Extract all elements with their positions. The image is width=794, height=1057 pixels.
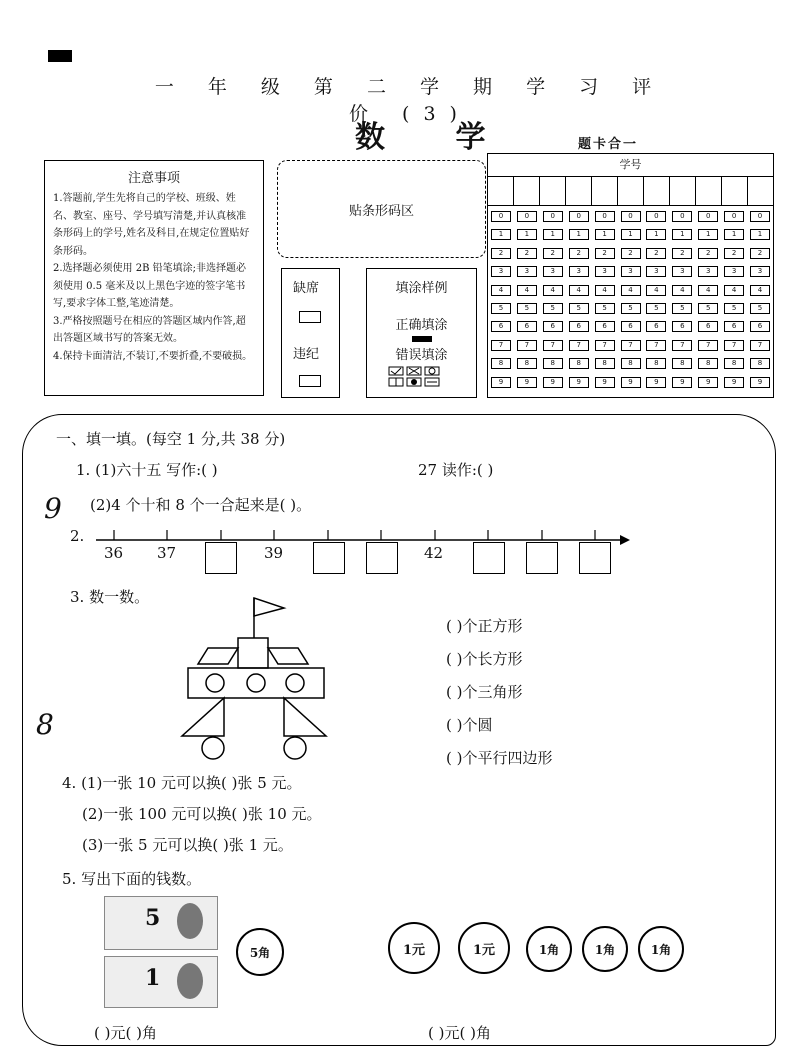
question-1-1: 1. (1)六十五 写作:( )	[76, 461, 218, 479]
number-line-answer-box[interactable]	[579, 542, 611, 574]
student-id-bubbles	[488, 206, 773, 394]
count-parallelograms: ( )个平行四边形	[446, 749, 553, 767]
id-digit-bubble[interactable]: 2	[543, 248, 563, 259]
number-line-label: 39	[264, 544, 284, 562]
banknote-5-jiao	[104, 896, 218, 950]
id-digit-bubble[interactable]: 6	[621, 321, 641, 332]
combo-label: 题卡合一	[578, 137, 639, 152]
id-digit-bubble[interactable]: 1	[621, 229, 641, 240]
id-digit-bubble[interactable]: 3	[491, 266, 511, 277]
id-digit-bubble[interactable]: 1	[517, 229, 537, 240]
registration-mark	[48, 50, 72, 62]
question-5: 5. 写出下面的钱数。	[62, 870, 202, 888]
id-digit-bubble[interactable]: 7	[543, 340, 563, 351]
correct-fill-label: 正确填涂	[395, 318, 448, 333]
id-digit-bubble[interactable]: 6	[569, 321, 589, 332]
id-digit-bubble[interactable]: 5	[621, 303, 641, 314]
coin-1-yuan	[388, 922, 440, 974]
id-digit-bubble[interactable]: 4	[672, 285, 692, 296]
fill-example-box	[366, 268, 477, 398]
id-digit-bubble[interactable]: 2	[646, 248, 666, 259]
id-digit-bubble[interactable]: 9	[750, 377, 770, 388]
id-digit-bubble[interactable]: 7	[595, 340, 615, 351]
count-triangles: ( )个三角形	[446, 683, 523, 701]
id-digit-bubble[interactable]: 2	[672, 248, 692, 259]
student-id-write-row[interactable]	[488, 177, 773, 206]
id-digit-bubble[interactable]: 8	[698, 358, 718, 369]
money-answer-left: ( )元( )角	[94, 1024, 157, 1042]
id-digit-bubble[interactable]: 9	[491, 377, 511, 388]
page-title: 一 年 级 第 二 学 期 学 习 评 价 (3)	[154, 76, 666, 125]
coin-value: 1角	[594, 942, 616, 957]
id-digit-bubble[interactable]: 2	[750, 248, 770, 259]
number-line-label: 37	[157, 544, 177, 562]
id-digit-bubble[interactable]: 9	[672, 377, 692, 388]
id-digit-bubble[interactable]: 1	[750, 229, 770, 240]
barcode-area	[277, 160, 486, 258]
id-digit-bubble[interactable]: 2	[491, 248, 511, 259]
student-id-label: 学号	[488, 154, 773, 177]
handwritten-score-8: 8	[36, 708, 54, 741]
id-digit-bubble[interactable]: 4	[569, 285, 589, 296]
id-digit-bubble[interactable]: 0	[621, 211, 641, 222]
id-digit-bubble[interactable]: 6	[672, 321, 692, 332]
banknote-1-value: 1	[145, 965, 161, 991]
id-digit-bubble[interactable]: 9	[646, 377, 666, 388]
id-digit-bubble[interactable]: 8	[517, 358, 537, 369]
coin-value: 1角	[650, 942, 672, 957]
portrait-image	[177, 963, 203, 999]
id-digit-bubble[interactable]: 9	[543, 377, 563, 388]
id-digit-bubble[interactable]: 6	[595, 321, 615, 332]
fill-example-title: 填涂样例	[395, 281, 448, 296]
id-digit-bubble[interactable]: 4	[491, 285, 511, 296]
id-digit-bubble[interactable]: 4	[750, 285, 770, 296]
id-digit-bubble[interactable]: 4	[621, 285, 641, 296]
money-answer-right: ( )元( )角	[428, 1024, 491, 1042]
id-digit-bubble[interactable]: 1	[569, 229, 589, 240]
id-digit-bubble[interactable]: 9	[517, 377, 537, 388]
id-digit-bubble[interactable]: 7	[724, 340, 744, 351]
banknote-1-jiao	[104, 956, 218, 1008]
question-1-2: (2)4 个十和 8 个一合起来是( )。	[90, 496, 312, 514]
coin-value: 1元	[472, 942, 496, 958]
id-digit-bubble[interactable]: 5	[724, 303, 744, 314]
number-line-label: 42	[424, 544, 444, 562]
barcode-label: 贴条形码区	[348, 203, 414, 219]
absent-checkbox[interactable]	[299, 311, 321, 323]
coin-1-jiao	[526, 926, 572, 972]
id-digit-bubble[interactable]: 8	[543, 358, 563, 369]
number-line-answer-box[interactable]	[526, 542, 558, 574]
handwritten-score-9: 9	[44, 492, 62, 525]
id-digit-bubble[interactable]: 8	[750, 358, 770, 369]
id-digit-bubble[interactable]: 5	[569, 303, 589, 314]
count-circles: ( )个圆	[446, 716, 493, 734]
notice-title: 注意事项	[127, 171, 180, 186]
id-digit-bubble[interactable]: 6	[491, 321, 511, 332]
id-digit-bubble[interactable]: 3	[750, 266, 770, 277]
id-digit-bubble[interactable]: 3	[724, 266, 744, 277]
id-digit-bubble[interactable]: 8	[646, 358, 666, 369]
id-digit-bubble[interactable]: 5	[750, 303, 770, 314]
id-digit-bubble[interactable]: 4	[646, 285, 666, 296]
notice-box	[44, 160, 264, 396]
id-digit-bubble[interactable]: 5	[646, 303, 666, 314]
id-digit-bubble[interactable]: 8	[595, 358, 615, 369]
notice-item: 3.严格按照题号在相应的答题区域内作答,超出答题区域书写的答案无效。	[53, 315, 246, 344]
id-digit-bubble[interactable]: 2	[724, 248, 744, 259]
id-digit-bubble[interactable]: 8	[724, 358, 744, 369]
id-digit-bubble[interactable]: 8	[672, 358, 692, 369]
student-id-grid	[487, 153, 774, 398]
id-digit-bubble[interactable]: 4	[543, 285, 563, 296]
id-digit-bubble[interactable]: 4	[724, 285, 744, 296]
id-digit-bubble[interactable]: 9	[569, 377, 589, 388]
id-digit-bubble[interactable]: 3	[595, 266, 615, 277]
id-digit-bubble[interactable]: 5	[595, 303, 615, 314]
coin-1-yuan	[458, 922, 510, 974]
id-digit-bubble[interactable]: 2	[569, 248, 589, 259]
id-digit-bubble[interactable]: 5	[672, 303, 692, 314]
id-digit-bubble[interactable]: 1	[646, 229, 666, 240]
number-line-answer-box[interactable]	[205, 542, 237, 574]
id-digit-bubble[interactable]: 3	[698, 266, 718, 277]
id-digit-bubble[interactable]: 3	[672, 266, 692, 277]
id-digit-bubble[interactable]: 6	[646, 321, 666, 332]
id-digit-bubble[interactable]: 8	[569, 358, 589, 369]
id-digit-bubble[interactable]: 2	[698, 248, 718, 259]
id-digit-bubble[interactable]: 1	[672, 229, 692, 240]
id-digit-bubble[interactable]: 3	[517, 266, 537, 277]
id-digit-bubble[interactable]: 3	[646, 266, 666, 277]
id-digit-bubble[interactable]: 1	[698, 229, 718, 240]
id-digit-bubble[interactable]: 4	[698, 285, 718, 296]
question-2-label: 2.	[70, 527, 85, 545]
coin-value: 5角	[249, 945, 271, 960]
question-3: 3. 数一数。	[70, 588, 150, 606]
coin-value: 1元	[402, 942, 426, 958]
id-digit-bubble[interactable]: 2	[595, 248, 615, 259]
wrong-fill-samples	[387, 365, 457, 389]
id-digit-bubble[interactable]: 7	[698, 340, 718, 351]
id-digit-bubble[interactable]: 6	[724, 321, 744, 332]
id-digit-bubble[interactable]: 5	[543, 303, 563, 314]
id-digit-bubble[interactable]: 0	[750, 211, 770, 222]
notice-item: 4.保持卡面清洁,不装订,不要折叠,不要破损。	[53, 350, 253, 362]
id-digit-bubble[interactable]: 1	[595, 229, 615, 240]
id-digit-bubble[interactable]: 4	[517, 285, 537, 296]
id-digit-bubble[interactable]: 7	[672, 340, 692, 351]
id-digit-bubble[interactable]: 3	[621, 266, 641, 277]
id-digit-bubble[interactable]: 3	[543, 266, 563, 277]
id-digit-bubble[interactable]: 0	[491, 211, 511, 222]
wrong-fill-label: 错误填涂	[395, 348, 448, 363]
id-digit-bubble[interactable]: 6	[750, 321, 770, 332]
id-digit-bubble[interactable]: 5	[698, 303, 718, 314]
coin-5-jiao	[236, 928, 284, 976]
id-digit-bubble[interactable]: 6	[698, 321, 718, 332]
id-digit-bubble[interactable]: 1	[491, 229, 511, 240]
correct-fill-sample	[412, 336, 432, 342]
id-digit-bubble[interactable]: 6	[543, 321, 563, 332]
shape-figure	[180, 594, 360, 768]
id-digit-bubble[interactable]: 8	[621, 358, 641, 369]
number-line-label: 36	[104, 544, 124, 562]
portrait-image	[177, 903, 203, 939]
subject-title: 数 学	[355, 120, 516, 155]
id-digit-bubble[interactable]: 4	[595, 285, 615, 296]
id-digit-bubble[interactable]: 3	[569, 266, 589, 277]
absent-box	[281, 268, 340, 398]
coin-1-jiao	[582, 926, 628, 972]
number-line-answer-box[interactable]	[473, 542, 505, 574]
count-squares: ( )个正方形	[446, 617, 523, 635]
question-4-2: (2)一张 100 元可以换( )张 10 元。	[82, 805, 322, 823]
id-digit-bubble[interactable]: 0	[595, 211, 615, 222]
id-digit-bubble[interactable]: 0	[569, 211, 589, 222]
banknote-5-value: 5	[145, 905, 161, 931]
id-digit-bubble[interactable]: 0	[517, 211, 537, 222]
id-digit-bubble[interactable]: 0	[543, 211, 563, 222]
section-heading: 一、填一填。(每空 1 分,共 38 分)	[56, 430, 286, 448]
id-digit-bubble[interactable]: 0	[646, 211, 666, 222]
id-digit-bubble[interactable]: 0	[698, 211, 718, 222]
id-digit-bubble[interactable]: 9	[724, 377, 744, 388]
id-digit-bubble[interactable]: 9	[698, 377, 718, 388]
violation-label: 违纪	[293, 347, 320, 362]
id-digit-bubble[interactable]: 1	[543, 229, 563, 240]
number-line-answer-box[interactable]	[366, 542, 398, 574]
coin-value: 1角	[538, 942, 560, 957]
id-digit-bubble[interactable]: 7	[621, 340, 641, 351]
absent-label: 缺席	[293, 281, 320, 296]
question-1-1-read: 27 读作:( )	[418, 461, 494, 479]
id-digit-bubble[interactable]: 2	[517, 248, 537, 259]
id-digit-bubble[interactable]: 7	[491, 340, 511, 351]
notice-item: 1.答题前,学生先将自己的学校、班级、姓名、教室、座号、学号填写清楚,并认真核准条形码上的学号,姓名及科目,在规定位置贴好条形码。	[53, 193, 250, 257]
question-4-3: (3)一张 5 元可以换( )张 1 元。	[82, 836, 293, 854]
id-digit-bubble[interactable]: 7	[569, 340, 589, 351]
id-digit-bubble[interactable]: 0	[724, 211, 744, 222]
id-digit-bubble[interactable]: 9	[621, 377, 641, 388]
id-digit-bubble[interactable]: 6	[517, 321, 537, 332]
id-digit-bubble[interactable]: 7	[750, 340, 770, 351]
number-line-answer-box[interactable]	[313, 542, 345, 574]
id-digit-bubble[interactable]: 1	[724, 229, 744, 240]
id-digit-bubble[interactable]: 9	[595, 377, 615, 388]
id-digit-bubble[interactable]: 7	[517, 340, 537, 351]
notice-item: 2.选择题必须使用 2B 铅笔填涂;非选择题必须使用 0.5 毫米及以上黑色字迹的签字笔书写,要求字体工整,笔迹清楚。	[53, 263, 246, 309]
id-digit-bubble[interactable]: 5	[491, 303, 511, 314]
id-digit-bubble[interactable]: 0	[672, 211, 692, 222]
question-4-1: 4. (1)一张 10 元可以换( )张 5 元。	[62, 774, 302, 792]
id-digit-bubble[interactable]: 7	[646, 340, 666, 351]
id-digit-bubble[interactable]: 2	[621, 248, 641, 259]
count-rectangles: ( )个长方形	[446, 650, 523, 668]
violation-checkbox[interactable]	[299, 375, 321, 387]
coin-1-jiao	[638, 926, 684, 972]
id-digit-bubble[interactable]: 8	[491, 358, 511, 369]
id-digit-bubble[interactable]: 5	[517, 303, 537, 314]
